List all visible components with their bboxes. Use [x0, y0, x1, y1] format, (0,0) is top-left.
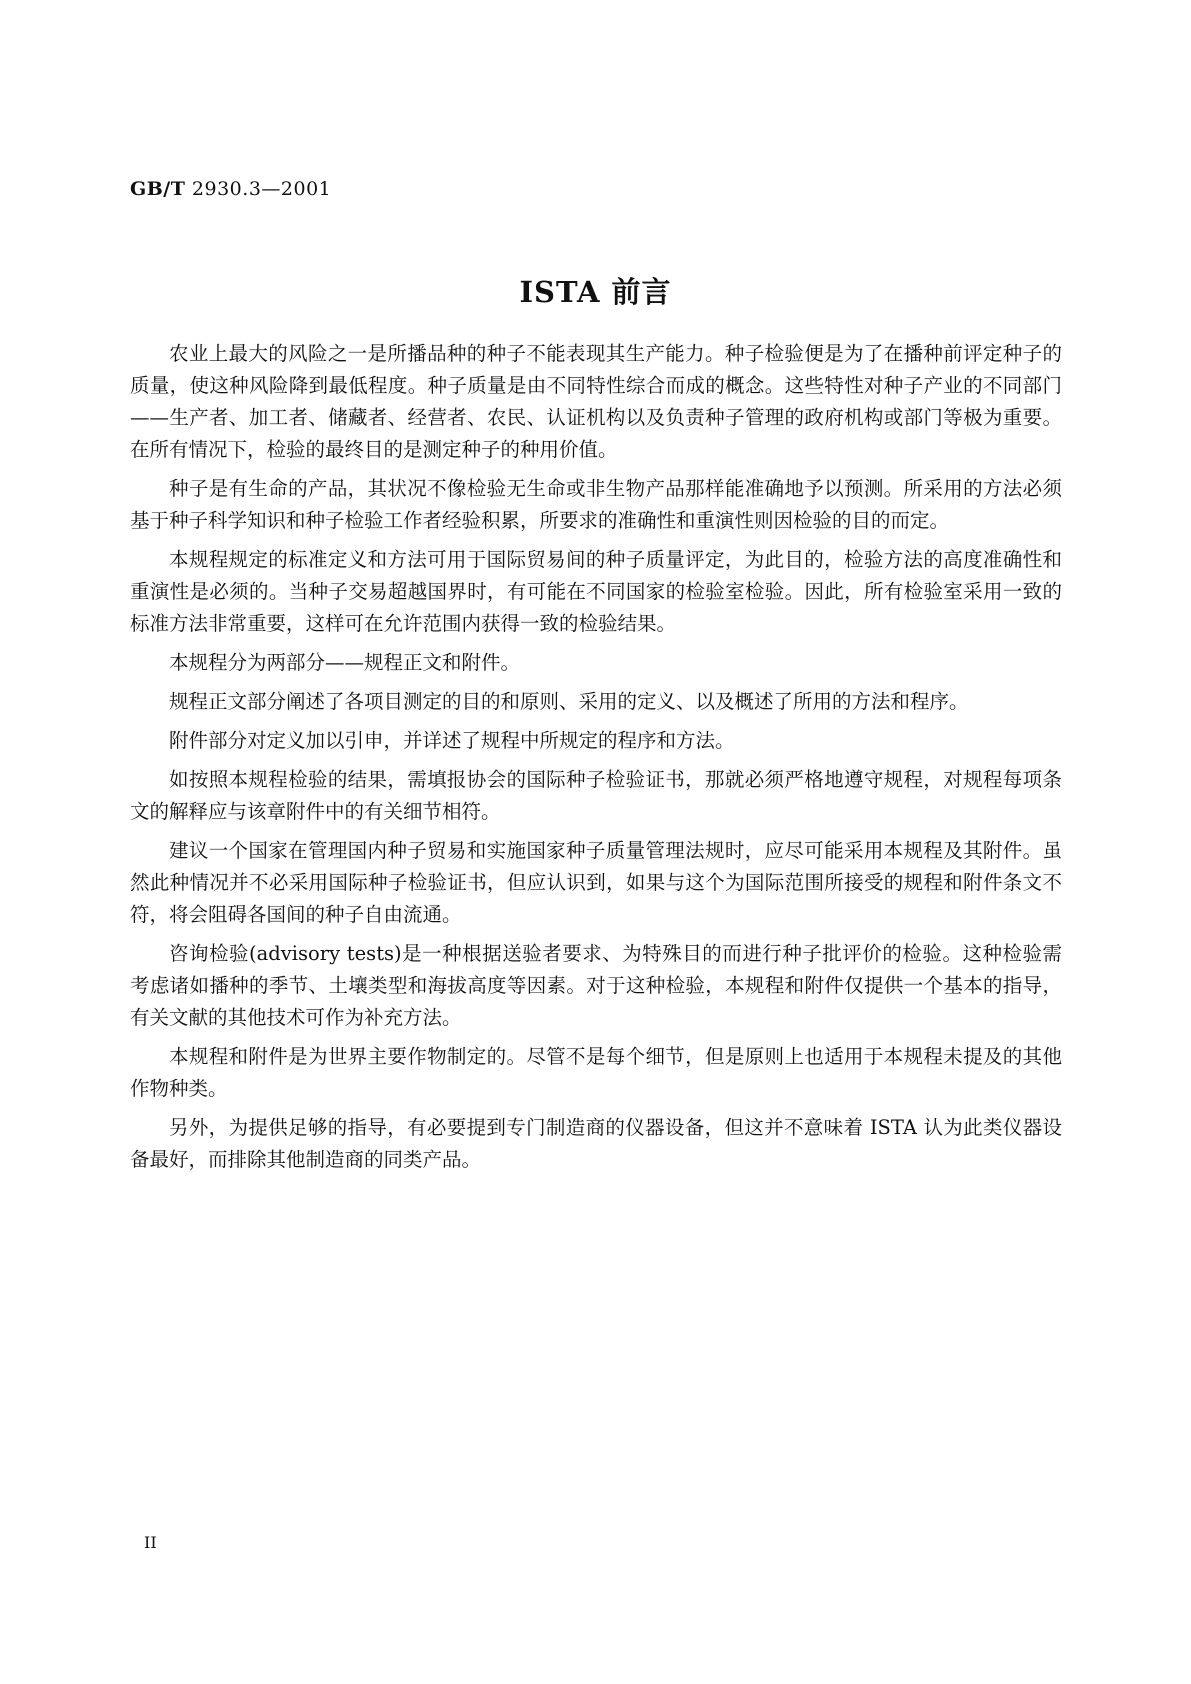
page-title: ISTA 前言: [519, 275, 672, 309]
paragraph: 种子是有生命的产品，其状况不像检验无生命或非生物产品那样能准确地予以预测。所采用的方法必须基于种子科学知识和种子检验工作者经验积累，所要求的准确性和重演性则因检验的目的而定。: [130, 477, 1062, 532]
standard-prefix: GB/T: [130, 178, 186, 200]
paragraph: 如按照本规程检验的结果，需填报协会的国际种子检验证书，那就必须严格地遵守规程，对规程每项条文的解释应与该章附件中的有关细节相符。: [130, 768, 1062, 823]
paragraph: 建议一个国家在管理国内种子贸易和实施国家种子质量管理法规时，应尽可能采用本规程及其附件。虽然此种情况并不必采用国际种子检验证书，但应认识到，如果与这个为国际范围所接受的规程和附件条文不符，将会阻碍各国间的种子自由流通。: [130, 839, 1062, 926]
standard-code: [130, 178, 331, 200]
paragraph: 本规程分为两部分——规程正文和附件。: [169, 651, 521, 674]
paragraph: 规程正文部分阐述了各项目测定的目的和原则、采用的定义、以及概述了所用的方法和程序。: [169, 690, 969, 713]
standard-number: 2930.3—2001: [191, 178, 332, 200]
paragraph: 本规程规定的标准定义和方法可用于国际贸易间的种子质量评定，为此目的，检验方法的高度准确性和重演性是必须的。当种子交易超越国界时，有可能在不同国家的检验室检验。因此，所有检验室采用一致的标准方法非常重要，这样可在允许范围内获得一致的检验结果。: [130, 548, 1062, 635]
body-text: [130, 338, 1062, 1183]
paragraph: 农业上最大的风险之一是所播品种的种子不能表现其生产能力。种子检验便是为了在播种前评定种子的质量，使这种风险降到最低程度。种子质量是由不同特性综合而成的概念。这些特性对种子产业的不同部门——生产者、加工者、储藏者、经营者、农民、认证机构以及负责种子管理的政府机构或部门等极为重要。在所有情况下，检验的最终目的是测定种子的种用价值。: [130, 342, 1062, 461]
paragraph: 附件部分对定义加以引申，并详述了规程中所规定的程序和方法。: [169, 729, 735, 752]
paragraph: 本规程和附件是为世界主要作物制定的。尽管不是每个细节，但是原则上也适用于本规程未提及的其他作物种类。: [130, 1045, 1062, 1100]
paragraph: 咨询检验(advisory tests)是一种根据送验者要求、为特殊目的而进行种子批评价的检验。这种检验需考虑诸如播种的季节、土壤类型和海拔高度等因素。对于这种检验，本规程和附件仅提供一个基本的指导，有关文献的其他技术可作为补充方法。: [130, 942, 1062, 1029]
paragraph: 另外，为提供足够的指导，有必要提到专门制造商的仪器设备，但这并不意味着 ISTA 认为此类仪器设备最好，而排除其他制造商的同类产品。: [130, 1116, 1062, 1171]
page-number: II: [144, 1533, 157, 1552]
